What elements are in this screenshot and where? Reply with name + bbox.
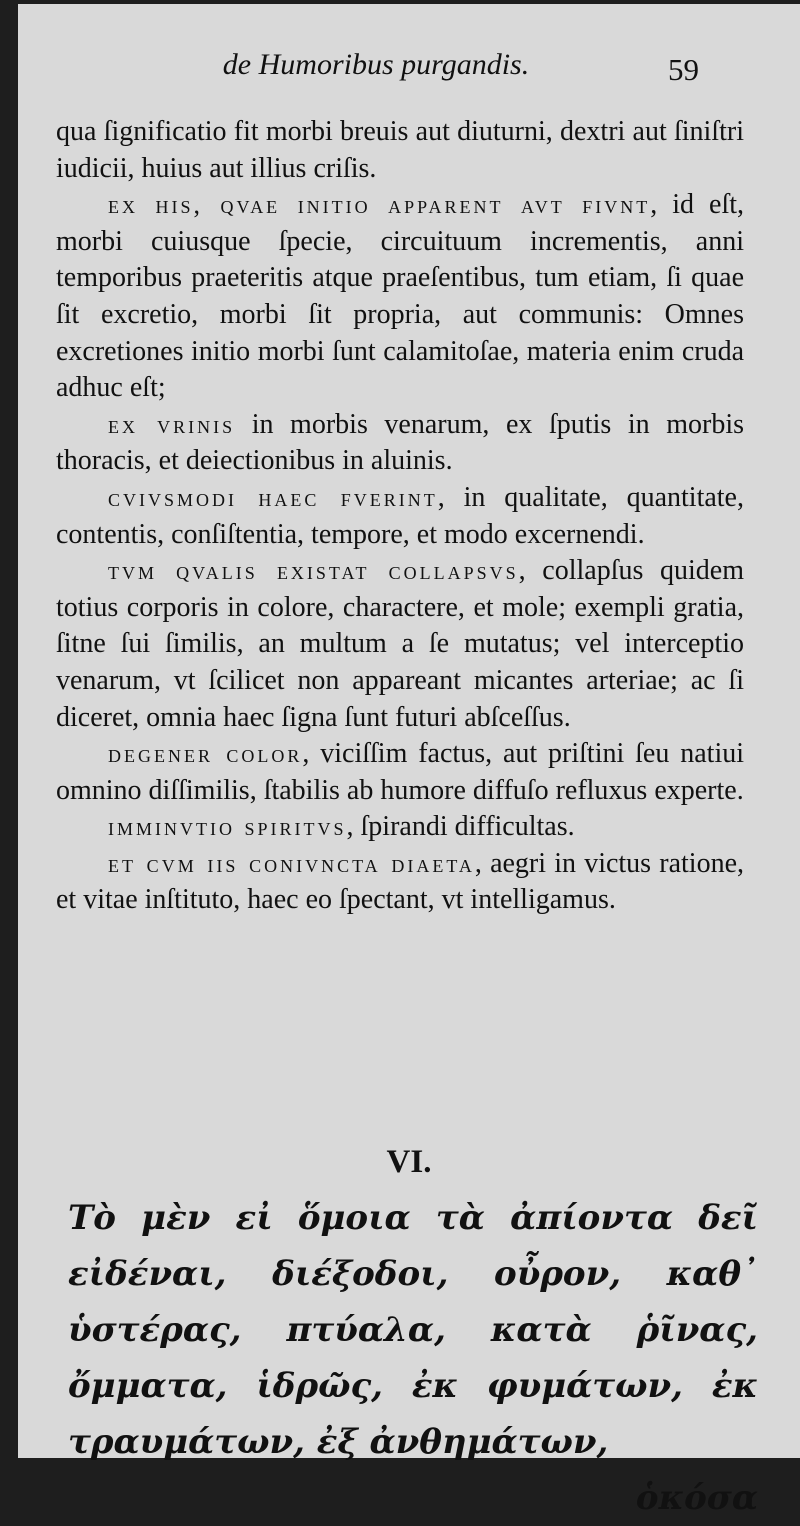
greek-text: Τὸ μὲν εἰ ὅμοια τὰ ἀπίοντα δεῖ εἰδέναι, διέξοδοι, οὖρον, καθ᾽ ὑστέρας, πτύαλα, κατὰ ῥῖνας, ὄμματα, ἱδρῶς, ἐκ φυμάτων, ἐκ τραυμάτων, ἐξ ἀνθημάτων,: [68, 1198, 758, 1462]
paragraph-lemma: ex vrinis: [108, 409, 236, 439]
paragraph-text: , aegri in victus ratione, et vitae inſtituto, haec eo ſpectant, vt intelligamus.: [56, 847, 745, 916]
greek-text-block: [68, 1190, 758, 1526]
paragraph: [56, 809, 744, 846]
paragraph-text: in morbis venarum, ex ſputis in morbis thoracis, et deiectionibus in aluinis.: [56, 408, 744, 477]
paragraph: [56, 553, 744, 736]
paragraph-text: , in qualitate, quantitate, contentis, conſiſtentia, tempore, et modo excernendi.: [56, 481, 744, 550]
paragraph-lemma: tvm qvalis existat collapsvs: [108, 556, 519, 586]
paragraph-lemma: degener color: [108, 739, 303, 769]
paragraph-lemma: imminvtio spiritvs: [108, 812, 347, 842]
paragraph: [56, 480, 744, 553]
paragraph: [56, 846, 744, 919]
section-number: VI.: [386, 1144, 432, 1180]
paragraph: [56, 736, 744, 809]
paragraph-lemma: et cvm iis conivncta diaeta: [108, 848, 475, 878]
paragraph-text: , id eſt, morbi cuiusque ſpecie, circuituum incrementis, anni temporibus praeteritis atque praeſentibus, tum etiam, ſi quae ſit excretio, morbi ſit propria, aut communis: Omnes excretiones initio morbi ſunt calamitoſae, materia enim cruda adhuc eſt;: [56, 189, 744, 404]
paragraph: [56, 187, 744, 407]
catchword: ὁκόσα: [635, 1478, 758, 1518]
paragraph-lemma: cvivsmodi haec fverint: [108, 482, 438, 512]
paragraph-text: , viciſſim factus, aut priſtini ſeu natiui omnino diſſimilis, ſtabilis ab humore diffuſo refluxus experte.: [56, 738, 744, 806]
paragraph-continuation: qua ſignificatio fit morbi breuis aut diuturni, dextri aut ſiniſtri iudicii, huius aut illius criſis.: [56, 116, 744, 184]
paragraph: [56, 407, 744, 480]
page-number: 59: [668, 52, 699, 87]
paragraph-lemma: ex his, qvae initio apparent avt fivnt: [108, 190, 651, 220]
book-page: [18, 4, 800, 1518]
body-text: [56, 114, 744, 919]
paragraph-text: , collapſus quidem totius corporis in colore, charactere, et mole; exempli gratia, ſitne ſui ſimilis, an multum a ſe mutatus; vel interceptio venarum, vt ſcilicet non appareant micantes arteriae; ac ſi diceret, omnia haec ſigna ſunt futuri abſceſſus.: [56, 555, 744, 733]
running-head: de Humoribus purgandis.: [222, 48, 530, 81]
paragraph-text: , ſpirandi difficultas.: [346, 811, 575, 843]
